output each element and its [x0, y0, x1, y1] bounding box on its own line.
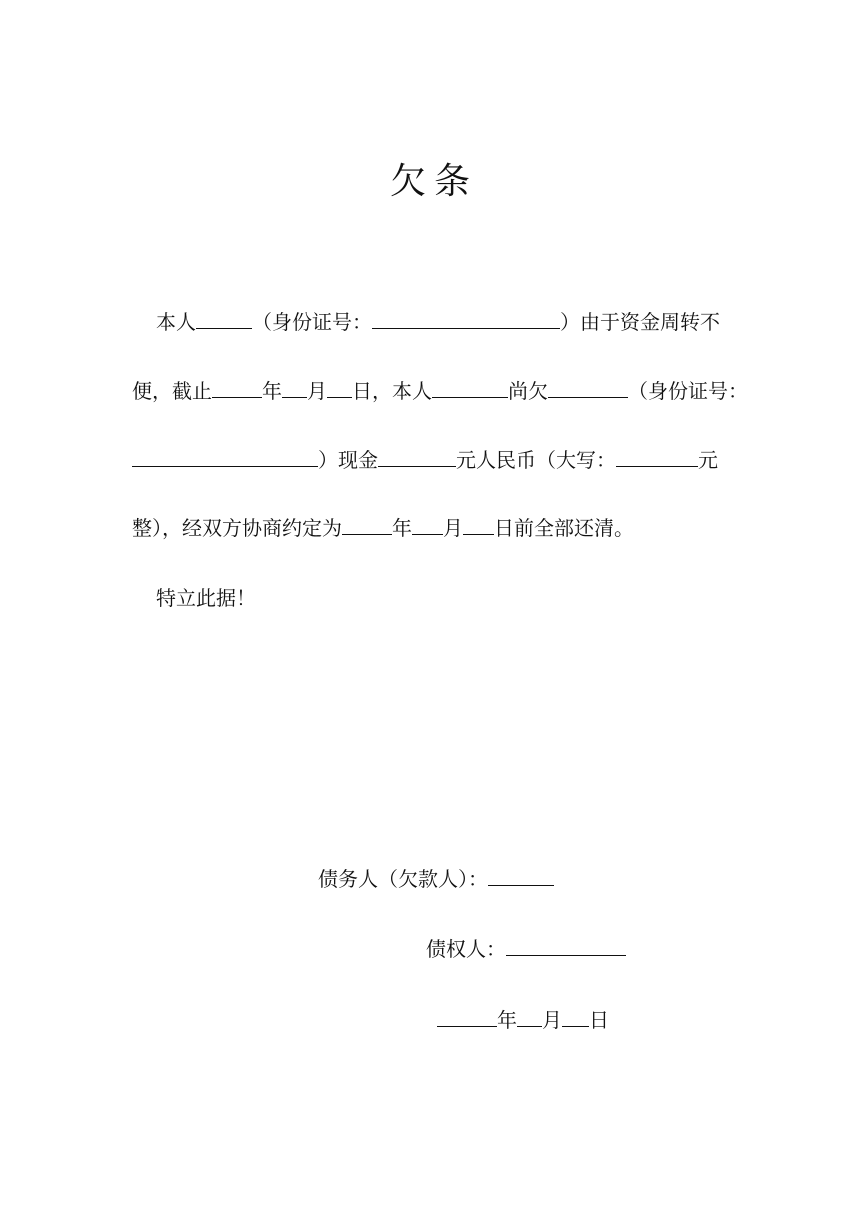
- cutoff-month-blank[interactable]: [282, 377, 307, 398]
- signature-date-line: [437, 1006, 609, 1034]
- sign-year-blank[interactable]: [437, 1006, 497, 1027]
- creditor-label: 债权人：: [426, 937, 506, 961]
- debtor-name-blank[interactable]: [432, 377, 508, 398]
- due-year-blank[interactable]: [342, 514, 392, 535]
- date-year-label: 年: [497, 1008, 517, 1032]
- text-segment: ）现金: [318, 448, 378, 472]
- cutoff-day-blank[interactable]: [327, 377, 352, 398]
- date-month-label: 月: [542, 1008, 562, 1032]
- text-segment: 年: [392, 516, 412, 540]
- text-segment: 日前全部还清。: [494, 516, 634, 540]
- text-segment: （身份证号：: [252, 310, 372, 334]
- para-line-3: [132, 446, 718, 474]
- creditor-signature-line: [426, 935, 626, 963]
- text-segment: （身份证号：: [628, 379, 748, 403]
- text-segment: 元: [698, 448, 718, 472]
- text-segment: 尚欠: [508, 379, 548, 403]
- para-line-1: [156, 308, 720, 336]
- para-line-4: [132, 514, 634, 542]
- amount-uppercase-blank[interactable]: [616, 446, 698, 467]
- cutoff-year-blank[interactable]: [212, 377, 262, 398]
- text-segment: 整），经双方协商约定为: [132, 516, 342, 540]
- amount-blank[interactable]: [378, 446, 456, 467]
- text-segment: 本人: [156, 310, 196, 334]
- due-day-blank[interactable]: [463, 514, 494, 535]
- date-day-label: 日: [589, 1008, 609, 1032]
- closing-statement: 特立此据！: [156, 586, 256, 610]
- creditor-name-blank[interactable]: [548, 377, 628, 398]
- debtor-label: 债务人（欠款人）：: [318, 867, 488, 891]
- creditor-signature-blank[interactable]: [506, 935, 626, 956]
- text-segment: 年: [262, 379, 282, 403]
- due-month-blank[interactable]: [412, 514, 443, 535]
- text-segment: 元人民币（大写：: [456, 448, 616, 472]
- document-title: 欠条: [389, 161, 478, 202]
- text-segment: 月: [307, 379, 327, 403]
- creditor-id-blank[interactable]: [132, 446, 318, 467]
- sign-month-blank[interactable]: [517, 1006, 542, 1027]
- text-segment: 便，截止: [132, 379, 212, 403]
- text-segment: ）由于资金周转不: [560, 310, 720, 334]
- debtor-signature-line: [318, 865, 554, 893]
- text-segment: 日，本人: [352, 379, 432, 403]
- debtor-signature-blank[interactable]: [488, 865, 554, 886]
- name-blank[interactable]: [196, 308, 252, 329]
- text-segment: 月: [443, 516, 463, 540]
- id-number-blank[interactable]: [372, 308, 560, 329]
- sign-day-blank[interactable]: [562, 1006, 589, 1027]
- para-line-2: [132, 377, 748, 405]
